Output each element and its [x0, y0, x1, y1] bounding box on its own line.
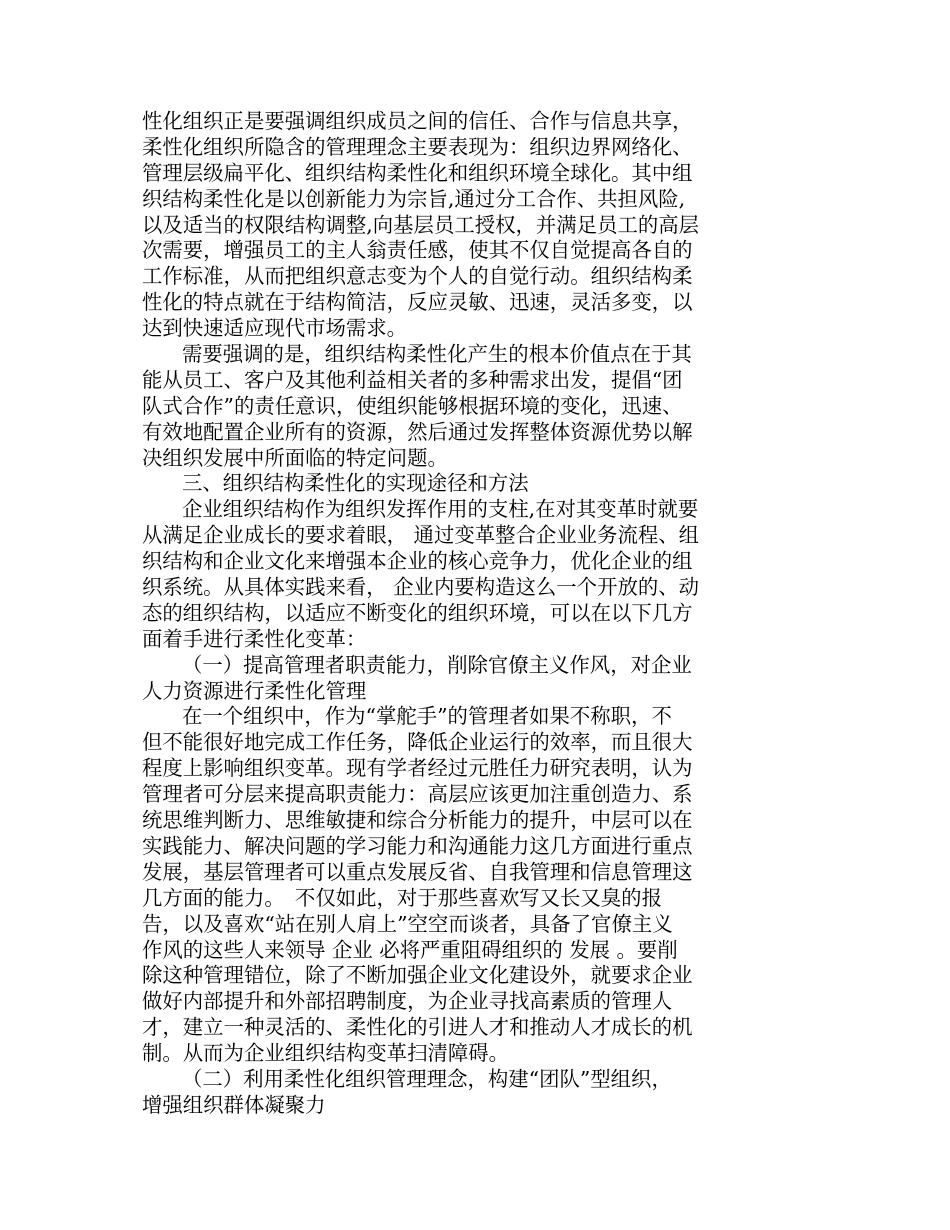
text-line: 企业组织结构作为组织发挥作用的支柱,在对其变革时就要 — [182, 497, 699, 522]
text-line: 工作标准，从而把组织意志变为个人的自觉行动。组织结构柔 — [142, 264, 693, 289]
text-line: 织结构和企业文化来增强本企业的核心竞争力，优化企业的组 — [142, 549, 693, 574]
text-line: 在一个组织中，作为“掌舵手”的管理者如果不称职，不 — [182, 704, 672, 729]
text-line: 实践能力、解决问题的学习能力和沟通能力这几方面进行重点 — [142, 833, 693, 858]
text-line: 几方面的能力。 不仅如此，对于那些喜欢写又长又臭的报 — [142, 885, 662, 910]
text-line: 管理者可分层来提高职责能力：高层应该更加注重创造力、系 — [142, 782, 693, 807]
text-line: 才，建立一种灵活的、柔性化的引进人才和推动人才成长的机 — [142, 1015, 693, 1040]
text-line: 统思维判断力、思维敏捷和综合分析能力的提升，中层可以在 — [142, 808, 693, 833]
text-line: 有效地配置企业所有的资源，然后通过发挥整体资源优势以解 — [142, 419, 693, 444]
text-line: 态的组织结构，以适应不断变化的组织环境，可以在以下几方 — [142, 600, 693, 625]
text-line: 人力资源进行柔性化管理 — [142, 678, 367, 703]
text-line: 程度上影响组织变革。现有学者经过元胜任力研究表明，认为 — [142, 756, 693, 781]
text-line: 管理层级扁平化、组织结构柔性化和组织环境全球化。其中组 — [142, 160, 693, 185]
paragraph — [142, 653, 742, 705]
text-line: 告，以及喜欢“站在别人肩上”空空而谈者，具备了官僚主义 — [142, 911, 673, 936]
text-line: 制。从而为企业组织结构变革扫清障碍。 — [142, 1041, 510, 1066]
text-line: 织系统。从具体实践来看， 企业内要构造这么一个开放的、动 — [142, 575, 700, 600]
paragraph — [142, 109, 742, 342]
text-line: 需要强调的是，组织结构柔性化产生的根本价值点在于其 — [182, 342, 692, 367]
text-line: （一）提高管理者职责能力，削除官僚主义作风，对企业 — [182, 652, 692, 677]
paragraph — [142, 1067, 742, 1119]
text-line: 达到快速适应现代市场需求。 — [142, 316, 408, 341]
text-line: 除这种管理错位，除了不断加强企业文化建设外，就要求企业 — [142, 963, 693, 988]
text-line: 但不能很好地完成工作任务，降低企业运行的效率，而且很大 — [142, 730, 693, 755]
text-line: 发展，基层管理者可以重点发展反省、自我管理和信息管理这 — [142, 859, 693, 884]
text-line: 从满足企业成长的要求着眼， 通过变革整合企业业务流程、组 — [142, 523, 700, 548]
text-line: 队式合作”的责任意识，使组织能够根据环境的变化，迅速、 — [142, 393, 683, 418]
text-line: （二）利用柔性化组织管理理念，构建“团队”型组织， — [182, 1066, 672, 1091]
text-line: 能从员工、客户及其他利益相关者的多种需求出发，提倡“团 — [142, 367, 683, 392]
text-line: 决组织发展中所面临的特定问题。 — [142, 445, 448, 470]
text-line: 次需要，增强员工的主人翁责任感，使其不仅自觉提高各自的 — [142, 238, 693, 263]
text-line: 三、组织结构柔性化的实现途径和方法 — [182, 471, 529, 496]
text-line: 增强组织群体凝聚力 — [142, 1092, 326, 1117]
paragraph — [142, 471, 742, 497]
document-page — [142, 109, 742, 1119]
paragraph — [142, 704, 742, 1066]
text-line: 织结构柔性化是以创新能力为宗旨,通过分工合作、共担风险, — [142, 186, 686, 211]
text-line: 性化组织正是要强调组织成员之间的信任、合作与信息共享， — [142, 109, 693, 133]
paragraph — [142, 342, 742, 471]
text-line: 面着手进行柔性化变革： — [142, 626, 367, 651]
text-line: 性化的特点就在于结构简洁，反应灵敏、迅速，灵活多变，以 — [142, 290, 693, 315]
text-line: 柔性化组织所隐含的管理理念主要表现为：组织边界网络化、 — [142, 134, 693, 159]
text-line: 作风的这些人来领导 企业 必将严重阻碍组织的 发展 。要削 — [142, 937, 678, 962]
text-line: 做好内部提升和外部招聘制度，为企业寻找高素质的管理人 — [142, 989, 673, 1014]
paragraph — [142, 497, 742, 652]
text-line: 以及适当的权限结构调整,向基层员工授权，并满足员工的高层 — [142, 212, 700, 237]
